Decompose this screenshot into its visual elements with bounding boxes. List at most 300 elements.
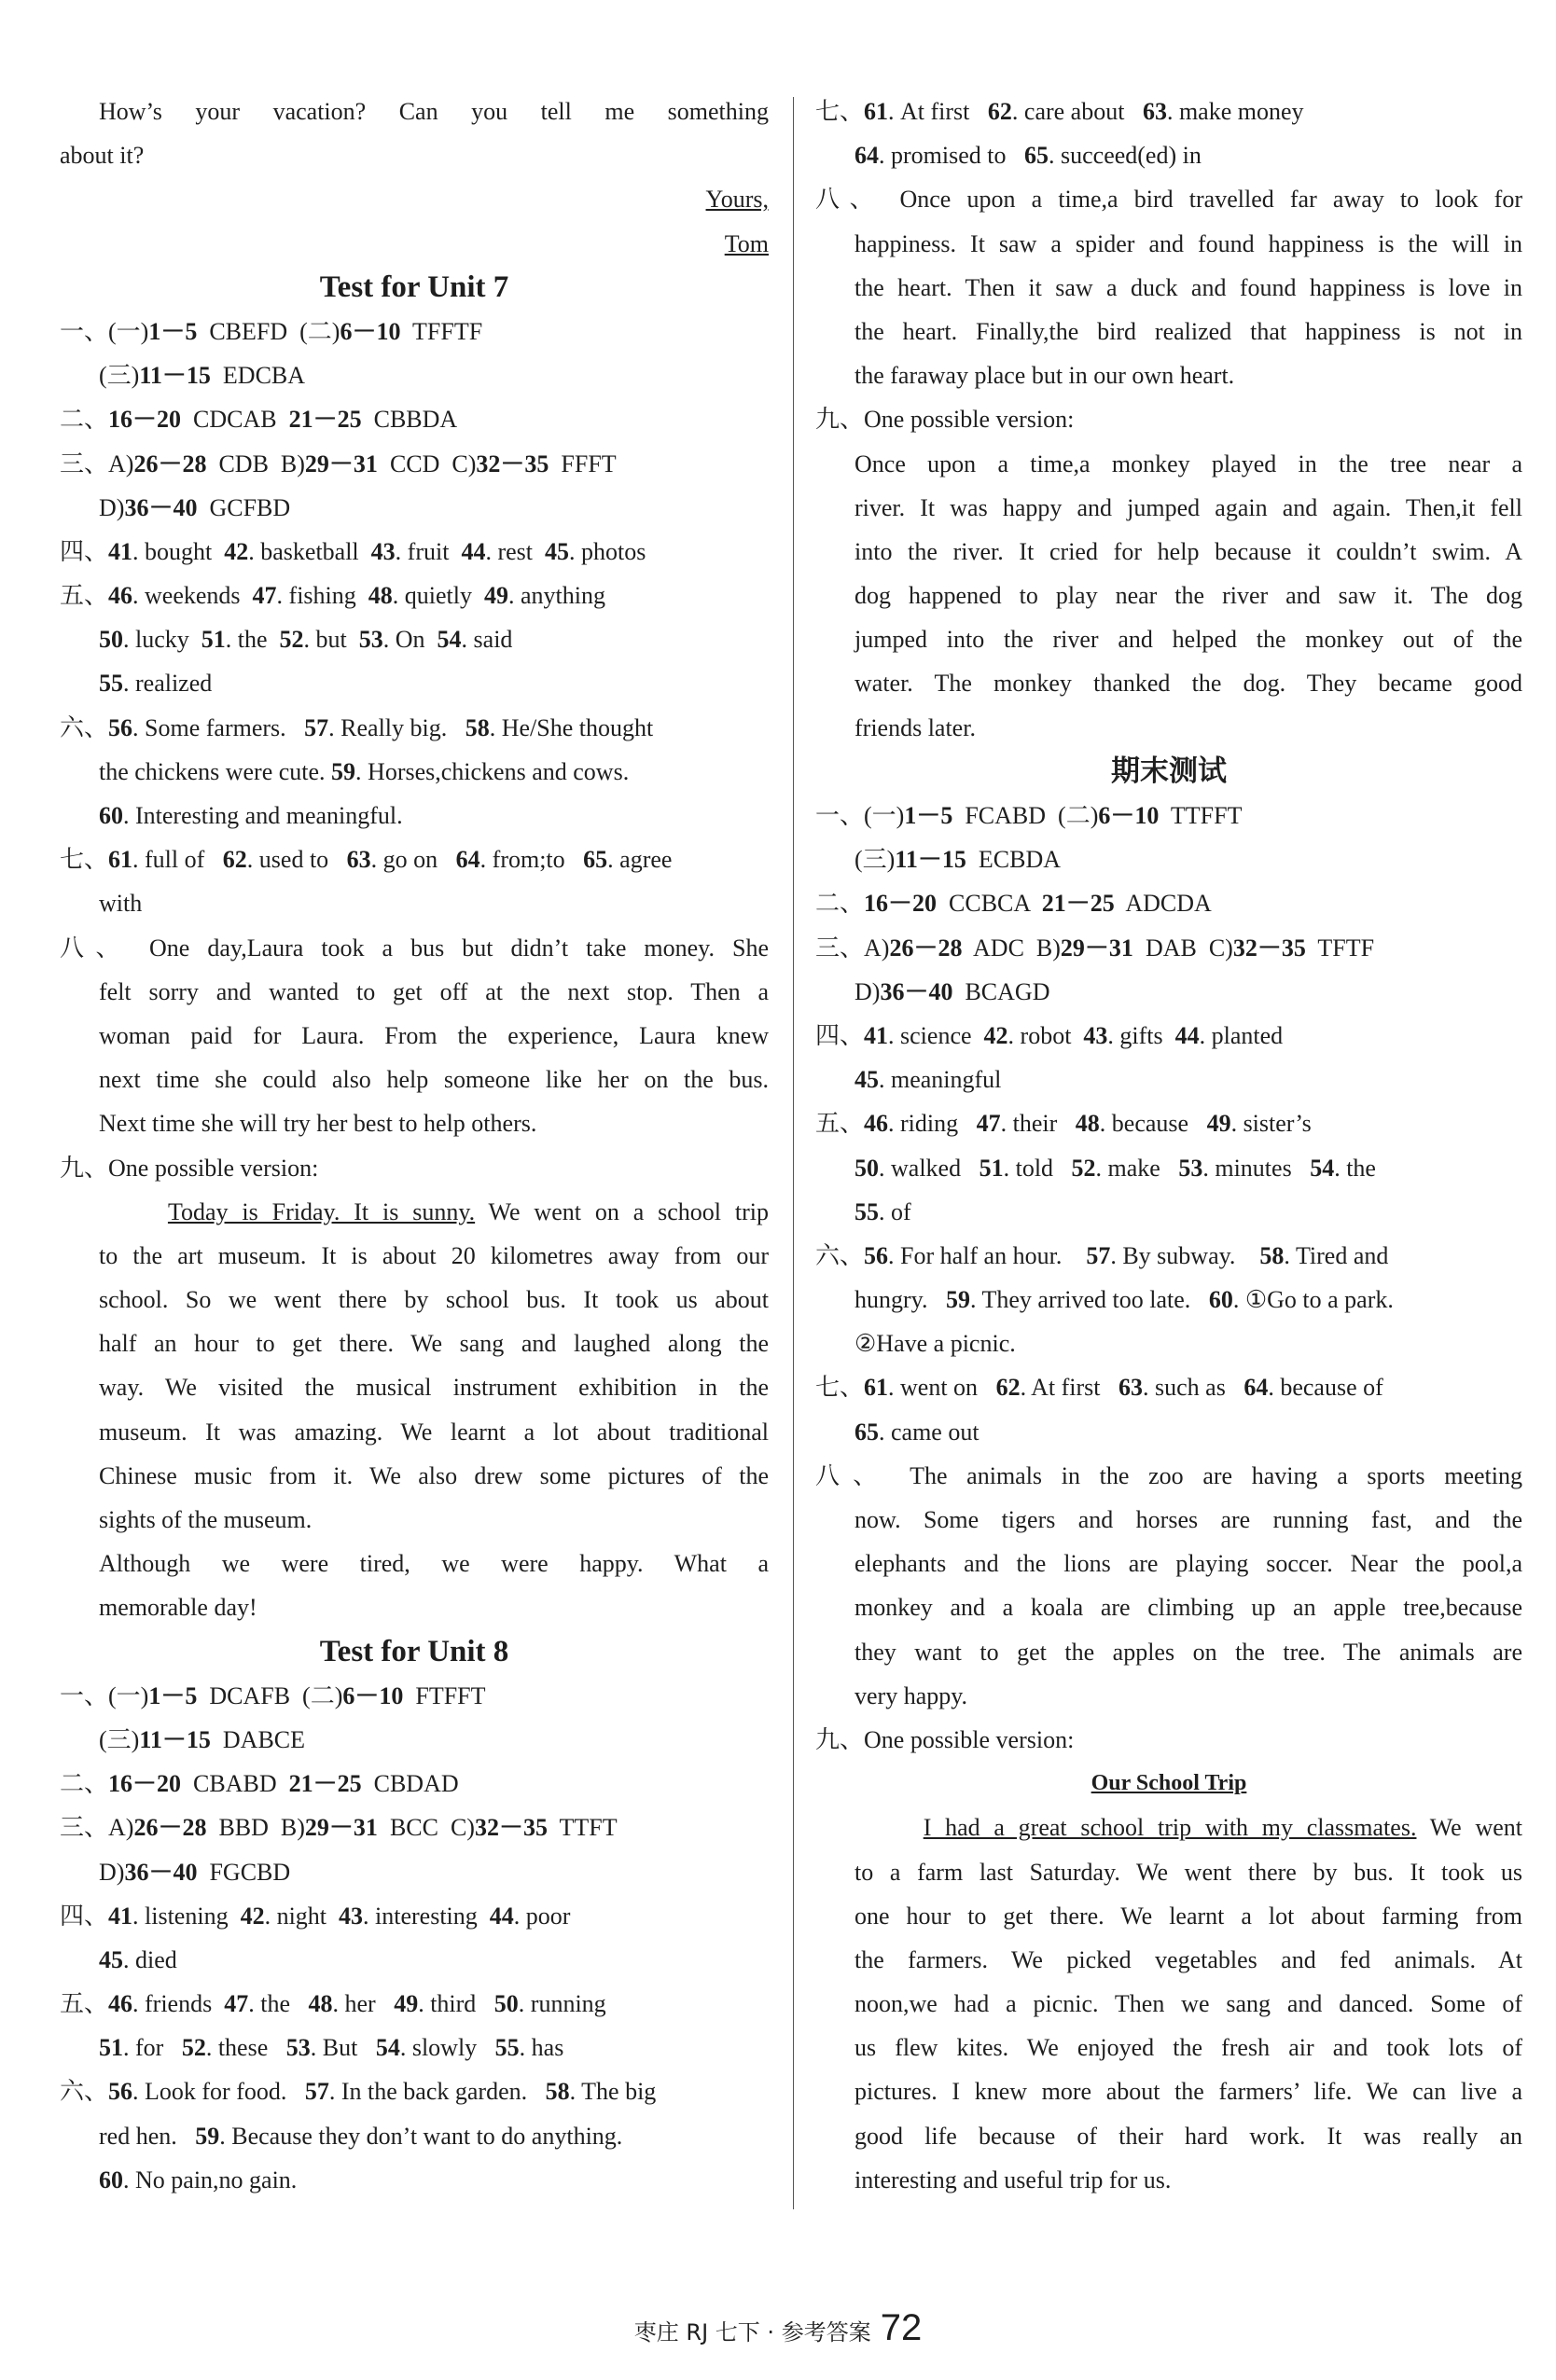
answer-text: . planted [1199,1021,1284,1049]
text-line: 八、 Once upon a time,a bird travelled far away to look for [815,186,1522,214]
answer-text: 四、 [815,1021,865,1049]
footer-label: 枣庄 RJ 七下 · 参考答案 [633,2319,871,2345]
question-number: 47 [252,582,277,610]
question-number: 63 [1118,1374,1144,1402]
answer-text: . Really big. [328,713,465,741]
answer-line [60,574,769,617]
answer-text: 五、 [60,1990,109,2018]
question-number: 36－40 [124,1858,198,1886]
answer-text: . photos [568,537,646,565]
answer-line [60,1894,769,1938]
answer-text: CBBDA [361,406,458,434]
answer-text: . died [123,1945,177,1973]
answer-line [60,1674,769,1718]
text-line: Once upon a time,a monkey played in the tree near a [854,450,1522,477]
answer-text: TFTF [1305,934,1375,962]
answer-line [60,661,769,705]
answer-text: . They arrived too late. [969,1286,1209,1314]
answer-text: . By subway. [1110,1241,1260,1269]
answer-text: 三、A) [60,450,134,477]
answer-text: . her [332,1990,395,2018]
question-number: 46 [864,1110,889,1138]
question-number: 62 [987,98,1012,125]
answer-line [815,881,1522,925]
question-number: 44 [489,1902,514,1930]
question-number: 62 [995,1374,1021,1402]
text-line: dog happened to play near the river and saw it. The dog [854,582,1522,610]
question-number: 52 [181,2034,206,2062]
answer-text: . said [461,626,513,654]
answer-line [60,442,769,486]
answer-text: . go on [370,846,456,874]
question-number: 46 [108,582,133,610]
question-number: 45 [544,537,569,565]
text-line: memorable day! [99,1594,257,1622]
text-line: noon,we had a picnic. Then we sang and danced. Some of [854,1990,1522,2018]
answer-line [60,2026,769,2069]
answer-text: . walked [879,1154,979,1182]
text-line: ②Have a picnic. [854,1330,1016,1358]
text-line: friends later. [854,713,976,741]
answer-text: . On [382,626,438,654]
answer-text: . Some farmers. [132,713,305,741]
page-footer [0,2307,1556,2349]
question-number: 46 [108,1990,133,2018]
question-number: 48 [308,1990,333,2018]
question-number: 26－28 [889,934,963,962]
question-number: 60 [99,2166,123,2193]
answer-text: 五、 [815,1110,865,1138]
question-number: 48 [1075,1110,1100,1138]
answer-line [815,926,1522,970]
text-line: to the art museum. It is about 20 kilometres away from our [99,1241,769,1269]
question-number: 1－5 [904,802,953,829]
text-line: 九、One possible version: [60,1154,319,1182]
answer-text: CDB B) [206,450,305,477]
text-line: good life because of their hard work. It was really an [854,2122,1522,2150]
answer-line [815,1278,1522,1321]
text-line: the farmers. We picked vegetables and fed animals. At [854,1945,1522,1973]
question-number: 49 [1206,1110,1231,1138]
answer-line [60,310,769,353]
question-number: 56 [864,1241,889,1269]
answer-text: . used to [246,846,347,874]
question-number: 59 [945,1286,970,1314]
answer-text: . He/She thought [489,713,654,741]
question-number: 61 [864,1374,889,1402]
answer-line [60,837,769,881]
answer-text: (三) [99,1725,140,1753]
answer-text: . quietly [392,582,484,610]
question-number: 50 [493,1990,519,2018]
answer-text: . weekends [132,582,253,610]
answer-text: . from;to [479,846,584,874]
answer-line [815,1014,1522,1058]
question-number: 57 [304,713,329,741]
answer-line [815,90,1522,133]
text-line: interesting and useful trip for us. [854,2166,1172,2193]
answer-text: . make [1095,1154,1179,1182]
answer-text: . but [303,626,359,654]
answer-text: . realized [123,670,213,698]
answer-line [815,1101,1522,1145]
answer-text: 四、 [60,1902,109,1930]
answer-text: DCAFB (二) [197,1681,343,1709]
answer-text: D) [99,1858,125,1886]
answer-text: . minutes [1202,1154,1311,1182]
answer-text: 五、 [60,582,109,610]
question-number: 47 [976,1110,1001,1138]
question-number: 55 [854,1197,879,1225]
answer-text: . In the back garden. [328,2078,546,2106]
answer-line [60,353,769,397]
answer-text: 六、 [60,713,109,741]
answer-text: DAB C) [1132,934,1233,962]
text-line: woman paid for Laura. From the experience, Laura knew [99,1021,769,1049]
question-number: 21－25 [288,1770,362,1798]
essay-title: Our School Trip [1091,1771,1247,1796]
answer-line [60,1850,769,1894]
text-line: into the river. It cried for help because it couldn’t swim. A [854,537,1522,565]
answer-text: . has [519,2034,564,2062]
question-number: 55 [494,2034,520,2062]
question-number: 11－15 [139,362,211,390]
question-number: 42 [983,1021,1008,1049]
answer-text: 七、 [815,98,865,125]
answer-text: . the [225,626,280,654]
underlined-text: I had a great school trip with my classmates. [923,1814,1417,1842]
text-line: Although we were tired, we were happy. What a [99,1550,769,1578]
text-line: way. We visited the musical instrument exhibition in the [99,1374,769,1402]
answer-text: DABCE [210,1725,306,1753]
answer-text: We went [1416,1814,1522,1842]
answer-text: TTFFT [1159,802,1243,829]
answer-text: 一、(一) [60,317,149,345]
question-number: 63 [1142,98,1167,125]
question-number: 16－20 [108,1770,182,1798]
answer-text: 七、 [60,846,109,874]
text-line: Chinese music from it. We also drew some pictures of the [99,1461,769,1489]
question-number: 50 [854,1154,879,1182]
answer-text: 二、 [60,1770,109,1798]
text-line: the chickens were cute. 59. Horses,chickens and cows. [99,757,630,785]
answer-line [815,1234,1522,1278]
text-line: the heart. Then it saw a duck and found happiness is love in [854,273,1522,301]
question-number: 45 [99,1945,123,1973]
question-number: 59 [195,2122,220,2150]
question-number: 36－40 [124,493,198,521]
question-number: 65 [854,1418,879,1446]
question-number: 65 [583,846,608,874]
question-number: 51 [979,1154,1004,1182]
text-line: Tom [724,229,769,257]
answer-text: . running [518,1990,606,2018]
question-number: 55 [99,670,123,698]
text-line: 八、 One day,Laura took a bus but didn’t take money. She [60,934,769,962]
question-number: 56 [108,713,133,741]
answer-text: . fishing [276,582,368,610]
answer-line [60,1982,769,2026]
question-number: 43 [370,537,396,565]
answer-text: . their [1000,1110,1076,1138]
answer-text: . meaningful [879,1066,1002,1094]
column-divider [793,97,794,2209]
answer-text: . rest [485,537,545,565]
question-number: 60 [99,802,123,829]
answer-line [60,1938,769,1982]
answer-line [60,1762,769,1806]
answer-line [815,133,1522,177]
answer-text: . promised to [879,142,1024,170]
answer-text: . these [205,2034,286,2062]
question-number: 65 [1024,142,1049,170]
answer-text: BCC C) [377,1814,475,1842]
answer-text [99,1198,168,1225]
text-line: next time she could also help someone like her on the bus. [99,1066,769,1094]
answer-text: . bought [132,537,225,565]
answer-text: . poor [513,1902,571,1930]
answer-text: D) [99,493,125,521]
text-line: Yours, [705,186,769,214]
text-line: jumped into the river and helped the monkey out of the [854,626,1522,654]
answer-text: . ①Go to a park. [1232,1286,1394,1314]
answer-text: BCAGD [952,977,1050,1005]
answer-text: FTFFT [403,1681,486,1709]
answer-text: . care about [1011,98,1143,125]
question-number: 51 [99,2034,123,2062]
question-number: 16－20 [108,406,182,434]
question-number: 11－15 [895,846,966,874]
answer-line [815,794,1522,837]
answer-text: . Because they don’t want to do anything. [219,2122,623,2150]
answer-text: hungry. [854,1286,946,1314]
text-line: us flew kites. We enjoyed the fresh air and took lots of [854,2034,1522,2062]
answer-line [60,1190,769,1234]
answer-text: . because [1099,1110,1207,1138]
section-heading: 期末测试 [1111,754,1227,788]
text-line: sights of the museum. [99,1506,313,1533]
page-number: 72 [880,2307,923,2348]
question-number: 26－28 [133,450,207,477]
answer-text: 六、 [60,2078,109,2106]
answer-text: TFFTF [400,317,483,345]
answer-text: ADCDA [1114,890,1212,918]
text-line: water. The monkey thanked the dog. They became good [854,670,1522,698]
answer-line [60,1718,769,1762]
answer-text: . riding [888,1110,977,1138]
question-number: 32－35 [474,1814,548,1842]
answer-line [60,530,769,574]
question-number: 41 [864,1021,889,1049]
answer-text: CDCAB [181,406,289,434]
question-number: 52 [1071,1154,1096,1182]
answer-text: . gifts [1107,1021,1175,1049]
question-number: 57 [1086,1241,1111,1269]
text-line: river. It was happy and jumped again and again. Then,it fell [854,493,1522,521]
text-line: with [99,890,143,918]
answer-line [60,2158,769,2202]
question-number: 64 [1243,1374,1269,1402]
question-number: 61 [108,846,133,874]
question-number: 45 [854,1066,879,1094]
question-number: 32－35 [1232,934,1306,962]
answer-line [815,1410,1522,1454]
answer-text: 二、 [815,890,865,918]
question-number: 54 [437,626,462,654]
answer-text: 六、 [815,1241,865,1269]
question-number: 16－20 [864,890,938,918]
text-line: now. Some tigers and horses are running fast, and the [854,1506,1522,1533]
question-number: 44 [1174,1021,1200,1049]
answer-text: . told [1003,1154,1072,1182]
answer-text: . science [888,1021,984,1049]
question-number: 32－35 [476,450,549,477]
answer-text: . agree [607,846,673,874]
answer-line [815,1146,1522,1190]
answer-text: ECBDA [966,846,1062,874]
answer-text: 四、 [60,537,109,565]
question-number: 62 [222,846,247,874]
text-line: 九、One possible version: [815,406,1075,434]
answer-text: . lucky [123,626,201,654]
answer-text: D) [854,977,881,1005]
text-line: about it? [60,142,145,170]
question-number: 6－10 [1098,802,1160,829]
answer-text: . listening [132,1902,241,1930]
text-line: school. So we went there by school bus. It took us about [99,1286,769,1314]
question-number: 49 [483,582,508,610]
question-number: 51 [201,626,226,654]
answer-text: . make money [1166,98,1304,125]
answer-text: . At first [1020,1374,1119,1402]
answer-text: CBEFD (二) [197,317,340,345]
question-number: 1－5 [148,317,198,345]
answer-text: CCD C) [377,450,477,477]
answer-text: . slowly [399,2034,495,2062]
question-number: 43 [339,1902,364,1930]
answer-line [60,397,769,441]
question-number: 53 [285,2034,311,2062]
question-number: 57 [304,2078,329,2106]
text-line: the faraway place but in our own heart. [854,362,1235,390]
question-number: 36－40 [880,977,953,1005]
answer-text: (三) [854,846,896,874]
answer-text: EDCBA [210,362,306,390]
question-number: 58 [465,713,490,741]
answer-text: We went on a school trip [475,1197,769,1225]
question-number: 1－5 [148,1681,198,1709]
answer-text: . the [248,1990,309,2018]
answer-line [60,706,769,750]
question-number: 54 [375,2034,400,2062]
answer-text: (三) [99,362,140,390]
answer-line [60,794,769,837]
text-line: the heart. Finally,the bird realized that happiness is not in [854,317,1522,345]
answer-text: . anything [507,582,605,610]
answer-text: CCBCA [937,890,1042,918]
question-number: 64 [455,846,480,874]
answer-text: ADC B) [962,934,1061,962]
answer-text: FGCBD [197,1858,291,1886]
answer-text: 三、A) [60,1814,134,1842]
text-line: pictures. I knew more about the farmers’ life. We can live a [854,2078,1522,2106]
answer-line [815,1365,1522,1409]
answer-line [815,970,1522,1014]
answer-text: 七、 [815,1374,865,1402]
answer-text: . fruit [395,537,462,565]
text-line: one hour to get there. We learnt a lot about farming from [854,1902,1522,1930]
question-number: 42 [240,1902,265,1930]
answer-text: TTFT [547,1814,618,1842]
section-heading: Test for Unit 7 [319,270,509,304]
answer-text: . third [418,1990,494,2018]
text-line: half an hour to get there. We sang and laughed along the [99,1330,769,1358]
question-number: 49 [394,1990,419,2018]
answer-line [60,2069,769,2113]
question-number: 43 [1083,1021,1108,1049]
answer-text: . such as [1143,1374,1244,1402]
answer-text: . basketball [248,537,371,565]
answer-text: red hen. [99,2122,196,2150]
right-column [815,90,1522,2202]
question-number: 42 [224,537,249,565]
answer-text: . came out [879,1418,979,1446]
text-line: How’s your vacation? Can you tell me something [99,98,769,125]
question-number: 21－25 [1041,890,1115,918]
answer-text: . For half an hour. [888,1241,1087,1269]
answer-text: . At first [888,98,988,125]
answer-line [60,486,769,530]
question-number: 53 [1178,1154,1203,1182]
answer-line [815,1806,1522,1849]
section-heading: Test for Unit 8 [319,1634,509,1668]
question-number: 6－10 [340,317,401,345]
question-number: 54 [1310,1154,1335,1182]
text-line: they want to get the apples on the tree. The animals are [854,1638,1522,1666]
text-line: museum. It was amazing. We learnt a lot about traditional [99,1418,769,1446]
answer-text: . the [1334,1154,1376,1182]
answer-text: . robot [1007,1021,1084,1049]
answer-text: . Tired and [1284,1241,1389,1269]
answer-text: . went on [888,1374,996,1402]
answer-text: . No pain,no gain. [123,2166,298,2193]
answer-line [815,1058,1522,1101]
text-line: happiness. It saw a spider and found happiness is the will in [854,229,1522,257]
answer-text: 一、(一) [815,802,905,829]
question-number: 58 [1259,1241,1285,1269]
answer-text: GCFBD [197,493,291,521]
text-line: 九、One possible version: [815,1725,1075,1753]
answer-text: . interesting [363,1902,490,1930]
question-number: 11－15 [139,1725,211,1753]
answer-text: FFFT [549,450,617,477]
question-number: 21－25 [288,406,362,434]
answer-line [815,837,1522,881]
question-number: 58 [545,2078,570,2106]
question-number: 29－31 [304,450,378,477]
question-number: 53 [358,626,383,654]
answer-text: CBABD [181,1770,289,1798]
question-number: 29－31 [1060,934,1133,962]
text-line: 八、 The animals in the zoo are having a sports meeting [815,1461,1522,1489]
answer-text: CBDAD [361,1770,459,1798]
question-number: 29－31 [304,1814,378,1842]
question-number: 60 [1208,1286,1233,1314]
text-line: felt sorry and wanted to get off at the next stop. Then a [99,977,769,1005]
question-number: 64 [854,142,879,170]
text-line: very happy. [854,1681,968,1709]
answer-text: . sister’s [1230,1110,1312,1138]
